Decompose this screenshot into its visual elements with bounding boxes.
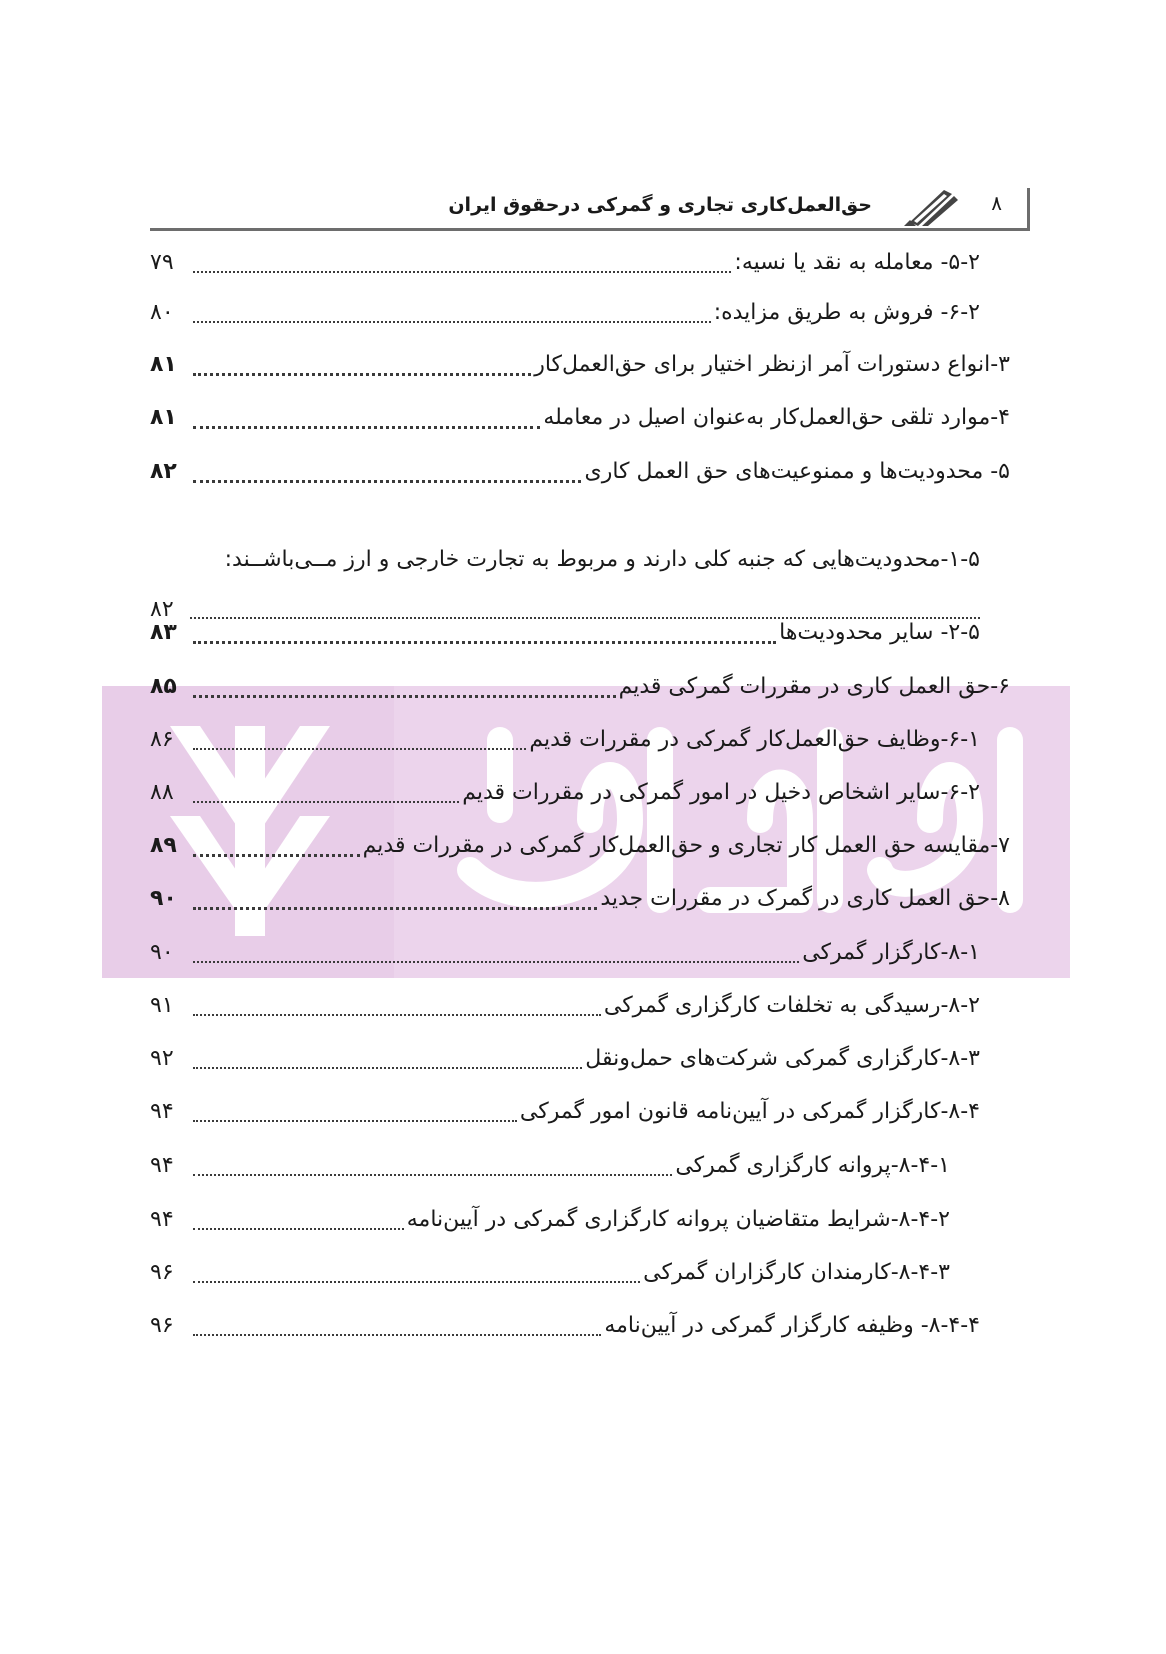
toc-leader (193, 854, 360, 857)
toc-entry-title: ۶-حق العمل کاری در مقررات گمرکی قدیم (618, 674, 1010, 699)
toc-leader (193, 641, 776, 644)
toc-entry-title: ۵-۲- معامله به نقد یا نسیه: (734, 250, 980, 275)
toc-entry (150, 288, 980, 338)
toc-entry (150, 393, 1010, 443)
toc-entry-title: ۶-۲- فروش به طریق مزایده: (713, 300, 980, 325)
page-number: ۸ (991, 191, 1002, 215)
toc-entry (150, 238, 980, 288)
toc-leader (193, 373, 531, 376)
toc-entry (150, 340, 1010, 390)
toc-entry-page: ۸۲ (150, 459, 177, 484)
toc-entry-title: ۲-۵- سایر محدودیت‌ها (779, 620, 980, 645)
toc-entry (150, 1301, 980, 1351)
toc-leader (193, 907, 597, 910)
toc-entry-page: ۸۱ (150, 352, 177, 377)
toc-entry-title: ۸-۴-۴- وظیفه کارگزار گمرکی در آیین‌نامه (604, 1313, 980, 1338)
book-title: حق‌العمل‌کاری تجاری و گمرکی درحقوق ایران (448, 194, 872, 216)
toc-leader (193, 801, 459, 803)
toc-leader (193, 480, 581, 483)
toc-leader (193, 1120, 517, 1122)
toc-entry-page: ۹۲ (150, 1046, 174, 1071)
toc-entry-page: ۸۳ (150, 620, 177, 645)
toc-entry-title: ۶-۲-سایر اشخاص دخیل در امور گمرکی در مقررات قدیم (462, 780, 980, 805)
toc-entry-title: ۸-۴-۱-پروانه کارگزاری گمرکی (675, 1153, 950, 1178)
toc-entry-title: ۸-۴-۲-شرایط متقاضیان پروانه کارگزاری گمرکی در آیین‌نامه (406, 1207, 950, 1232)
toc-entry-page: ۹۰ (150, 886, 177, 911)
toc-entry (150, 874, 1010, 924)
toc-entry (150, 608, 980, 658)
toc-leader (193, 1174, 672, 1176)
toc-entry (150, 821, 1010, 871)
toc-entry-page: ۷۹ (150, 250, 174, 275)
toc-leader (193, 1014, 601, 1016)
toc-entry-title: ۸-۴-کارگزار گمرکی در آیین‌نامه قانون امور گمرکی (519, 1099, 980, 1124)
toc-entry-page: ۸۵ (150, 674, 177, 699)
table-of-contents (150, 0, 1010, 1654)
toc-leader (193, 748, 526, 750)
toc-entry (150, 981, 980, 1031)
toc-leader (193, 321, 711, 323)
toc-entry-title: ۸-حق العمل کاری در گمرک در مقررات جدید (600, 886, 1010, 911)
toc-entry-title: ۶-۱-وظایف حق‌العمل‌کار گمرکی در مقررات قدیم (529, 727, 980, 752)
toc-entry (150, 715, 980, 765)
toc-leader (193, 1067, 582, 1069)
toc-entry-title: ۵- محدودیت‌ها و ممنوعیت‌های حق العمل کاری (584, 459, 1010, 484)
toc-entry-page: ۸۱ (150, 405, 177, 430)
toc-entry (150, 928, 980, 978)
toc-entry-title: ۸-۲-رسیدگی به تخلفات کارگزاری گمرکی (603, 993, 980, 1018)
toc-leader (193, 961, 799, 963)
toc-leader (193, 1281, 640, 1283)
toc-entry-page: ۸۰ (150, 300, 174, 325)
toc-leader (193, 426, 540, 429)
toc-entry (150, 1087, 980, 1137)
toc-leader (193, 695, 616, 698)
toc-entry-page: ۹۴ (150, 1099, 174, 1124)
toc-entry-page: ۹۴ (150, 1153, 174, 1178)
toc-entry (150, 1141, 950, 1191)
toc-entry (150, 1034, 980, 1084)
toc-entry-title: ۷-مقایسه حق العمل کار تجاری و حق‌العمل‌کار گمرکی در مقررات قدیم (362, 833, 1010, 858)
toc-entry-page: ۸۶ (150, 727, 174, 752)
toc-leader (193, 1334, 601, 1336)
toc-entry-title: ۴-موارد تلقی حق‌العمل‌کار به‌عنوان اصیل در معامله (543, 405, 1010, 430)
toc-entry-title: ۸-۱-کارگزار گمرکی (802, 940, 980, 965)
toc-entry (150, 1248, 950, 1298)
toc-leader (193, 271, 731, 273)
toc-entry-title: ۸-۳-کارگزاری گمرکی شرکت‌های حمل‌ونقل (585, 1046, 980, 1071)
toc-entry-page: ۹۴ (150, 1207, 174, 1232)
toc-entry-title: ۱-۵-محدودیت‌هایی که جنبه کلی دارند و مربوط به تجارت خارجی و ارز مــی‌باشــند: (224, 546, 980, 572)
toc-entry-page: ۹۱ (150, 993, 174, 1018)
toc-entry-page: ۸۹ (150, 833, 177, 858)
toc-entry (150, 768, 980, 818)
header-rule-vertical (1027, 188, 1030, 230)
toc-entry-page: ۹۰ (150, 940, 174, 965)
toc-entry (150, 662, 1010, 712)
toc-entry (150, 447, 1010, 497)
toc-entry-title: ۳-انواع دستورات آمر ازنظر اختیار برای حق‌العمل‌کار (534, 352, 1010, 377)
toc-entry-title: ۸-۴-۳-کارمندان کارگزاران گمرکی (643, 1260, 950, 1285)
toc-entry-page: ۹۶ (150, 1260, 174, 1285)
toc-entry-title-wrapped (148, 534, 980, 584)
toc-entry-page: ۸۸ (150, 780, 174, 805)
toc-leader (193, 1228, 404, 1230)
toc-entry-page: ۸۲ (150, 596, 174, 622)
toc-entry-page: ۹۶ (150, 1313, 174, 1338)
toc-entry (150, 1195, 950, 1245)
